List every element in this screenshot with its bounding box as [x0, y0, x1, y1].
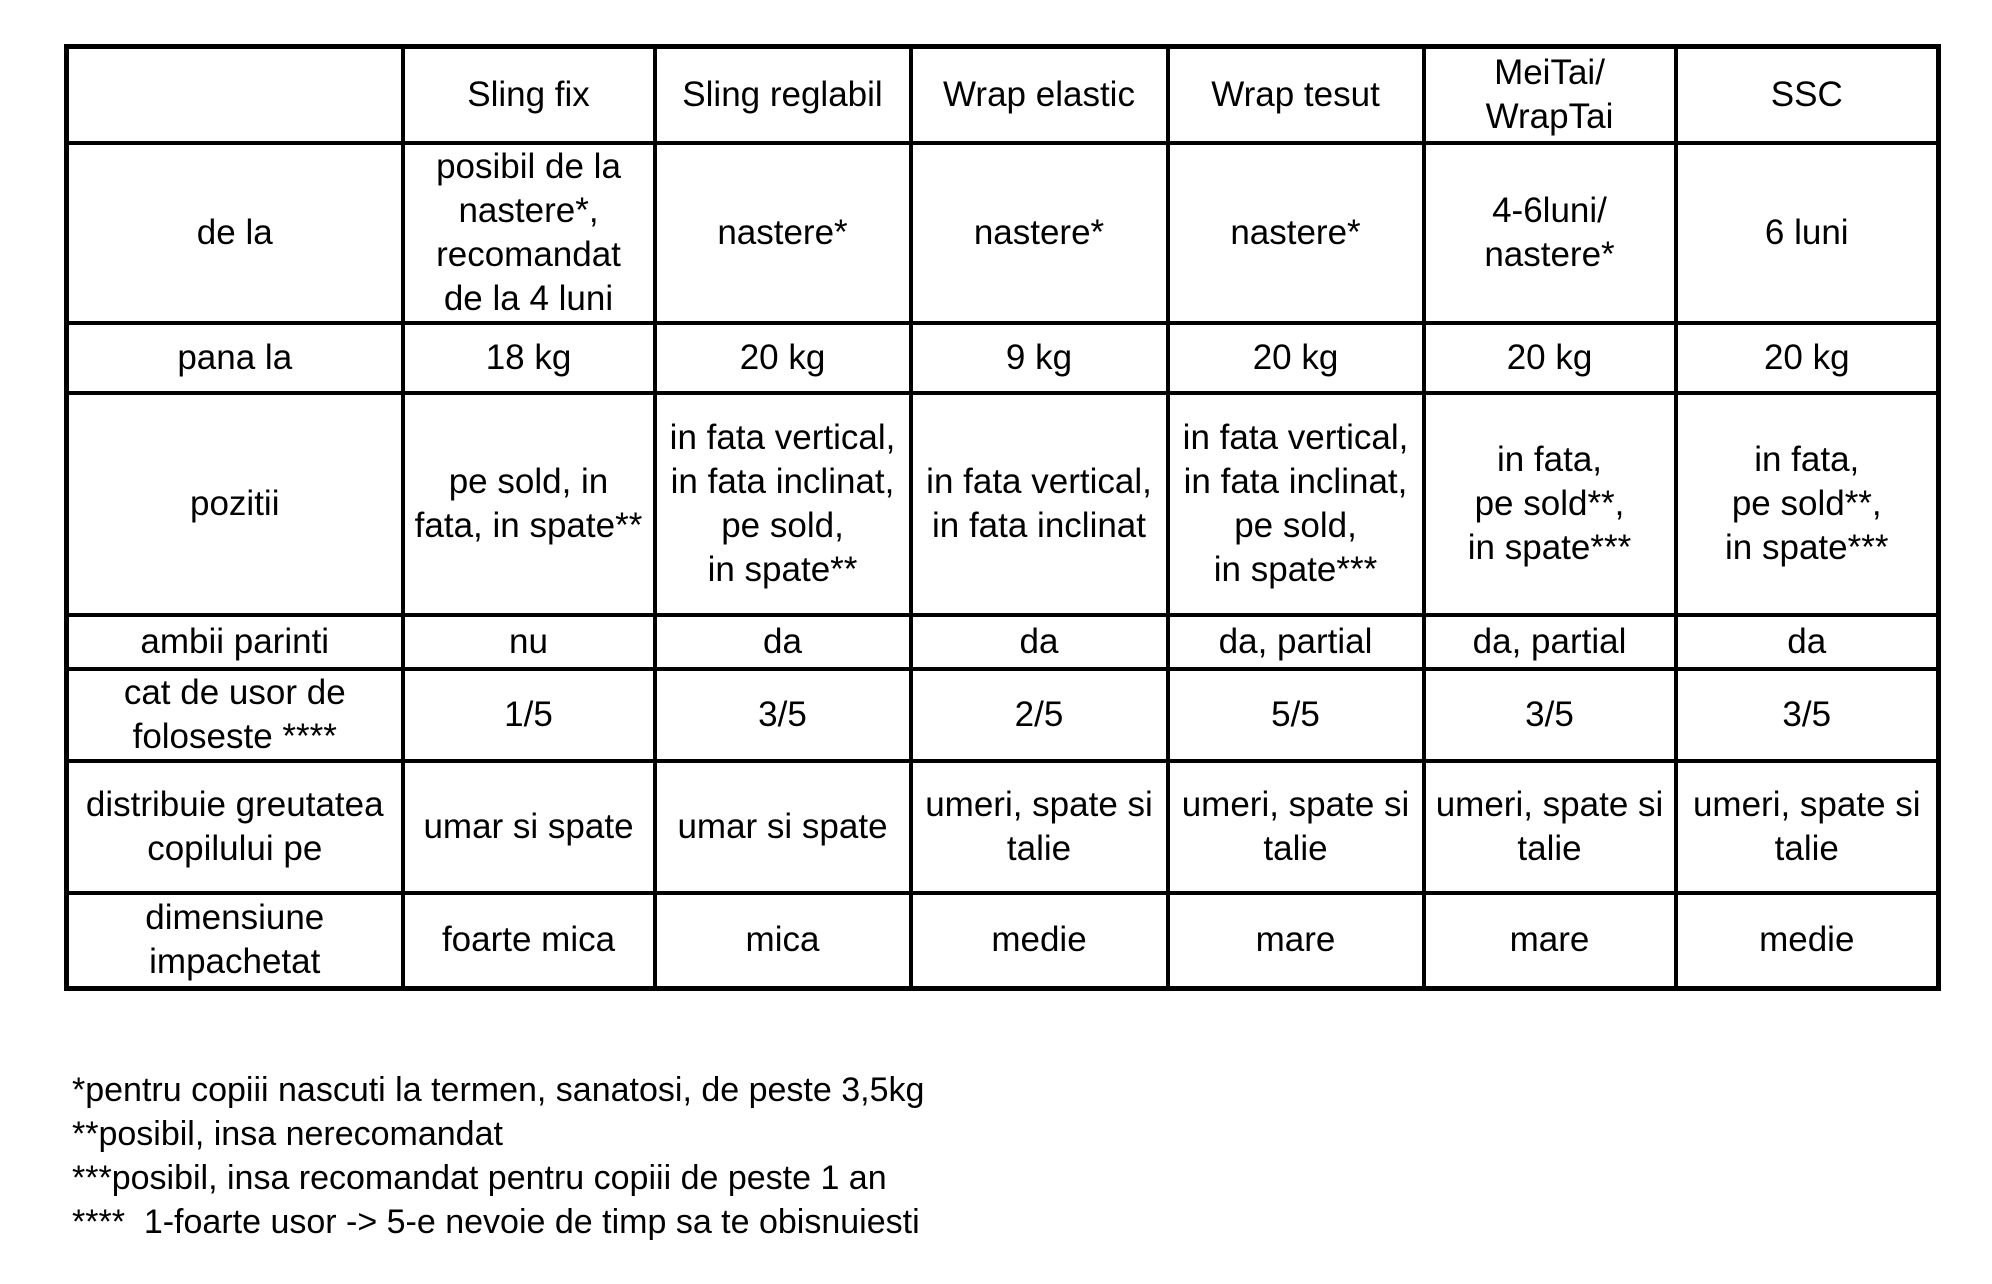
- table-cell: 18 kg: [403, 323, 655, 393]
- table-cell: 20 kg: [1676, 323, 1939, 393]
- table-cell: 3/5: [1676, 669, 1939, 761]
- table-row-distribuie-greutatea: [67, 761, 1939, 893]
- footnote: **** 1-foarte usor -> 5-e nevoie de timp sa te obisnuiesti: [72, 1203, 920, 1241]
- table-cell: 20 kg: [1168, 323, 1424, 393]
- footnote: *pentru copiii nascuti la termen, sanatosi, de peste 3,5kg: [72, 1071, 925, 1109]
- header-cell-ssc: SSC: [1676, 47, 1939, 143]
- header-cell-meitai: MeiTai/ WrapTai: [1424, 47, 1676, 143]
- table-cell: in fata vertical, in fata inclinat, pe sold, in spate***: [1168, 393, 1424, 615]
- table-cell: da: [1676, 615, 1939, 669]
- table-cell: umeri, spate si talie: [1168, 761, 1424, 893]
- table-cell: umeri, spate si talie: [1424, 761, 1676, 893]
- table-cell: foarte mica: [403, 893, 655, 989]
- table-cell: nastere*: [655, 143, 911, 323]
- table-cell: umar si spate: [403, 761, 655, 893]
- table-cell: in fata vertical, in fata inclinat: [911, 393, 1168, 615]
- header-row: [67, 47, 1939, 143]
- table-cell: 3/5: [1424, 669, 1676, 761]
- table-row-ambii-parinti: [67, 615, 1939, 669]
- table-cell: posibil de la nastere*, recomandat de la 4 luni: [403, 143, 655, 323]
- table-cell: 2/5: [911, 669, 1168, 761]
- table-cell: in fata vertical, in fata inclinat, pe sold, in spate**: [655, 393, 911, 615]
- comparison-table-container: [64, 44, 1936, 991]
- table-cell: in fata, pe sold**, in spate***: [1676, 393, 1939, 615]
- table-cell: nu: [403, 615, 655, 669]
- table-cell: umeri, spate si talie: [1676, 761, 1939, 893]
- table-cell: mare: [1424, 893, 1676, 989]
- table-row-de-la: [67, 143, 1939, 323]
- table-cell: da, partial: [1168, 615, 1424, 669]
- row-label: dimensiune impachetat: [67, 893, 403, 989]
- table-cell: mare: [1168, 893, 1424, 989]
- table-cell: mica: [655, 893, 911, 989]
- header-cell-sling-fix: Sling fix: [403, 47, 655, 143]
- row-label: distribuie greutatea copilului pe: [67, 761, 403, 893]
- row-label: pozitii: [67, 393, 403, 615]
- table-cell: da, partial: [1424, 615, 1676, 669]
- table-row-dimensiune: [67, 893, 1939, 989]
- footnote: ***posibil, insa recomandat pentru copiii de peste 1 an: [72, 1159, 887, 1197]
- table-cell: 9 kg: [911, 323, 1168, 393]
- table-row-pozitii: [67, 393, 1939, 615]
- row-label: cat de usor de foloseste ****: [67, 669, 403, 761]
- table-cell: medie: [1676, 893, 1939, 989]
- row-label: ambii parinti: [67, 615, 403, 669]
- table-cell: 20 kg: [655, 323, 911, 393]
- carrier-comparison-table: [64, 44, 1941, 991]
- table-cell: medie: [911, 893, 1168, 989]
- table-cell: 1/5: [403, 669, 655, 761]
- table-cell: 3/5: [655, 669, 911, 761]
- table-cell: in fata, pe sold**, in spate***: [1424, 393, 1676, 615]
- table-cell: umar si spate: [655, 761, 911, 893]
- table-cell: da: [911, 615, 1168, 669]
- row-label: de la: [67, 143, 403, 323]
- footnotes: [72, 1068, 924, 1244]
- table-cell: 20 kg: [1424, 323, 1676, 393]
- table-cell: nastere*: [911, 143, 1168, 323]
- table-cell: 4-6luni/ nastere*: [1424, 143, 1676, 323]
- header-cell-wrap-elastic: Wrap elastic: [911, 47, 1168, 143]
- header-cell-wrap-tesut: Wrap tesut: [1168, 47, 1424, 143]
- table-cell: nastere*: [1168, 143, 1424, 323]
- table-cell: da: [655, 615, 911, 669]
- table-row-pana-la: [67, 323, 1939, 393]
- footnote: **posibil, insa nerecomandat: [72, 1115, 503, 1153]
- table-cell: pe sold, in fata, in spate**: [403, 393, 655, 615]
- row-label: pana la: [67, 323, 403, 393]
- table-cell: 5/5: [1168, 669, 1424, 761]
- table-row-usor-de-folosit: [67, 669, 1939, 761]
- table-cell: umeri, spate si talie: [911, 761, 1168, 893]
- header-cell-empty: [67, 47, 403, 143]
- header-cell-sling-reglabil: Sling reglabil: [655, 47, 911, 143]
- table-cell: 6 luni: [1676, 143, 1939, 323]
